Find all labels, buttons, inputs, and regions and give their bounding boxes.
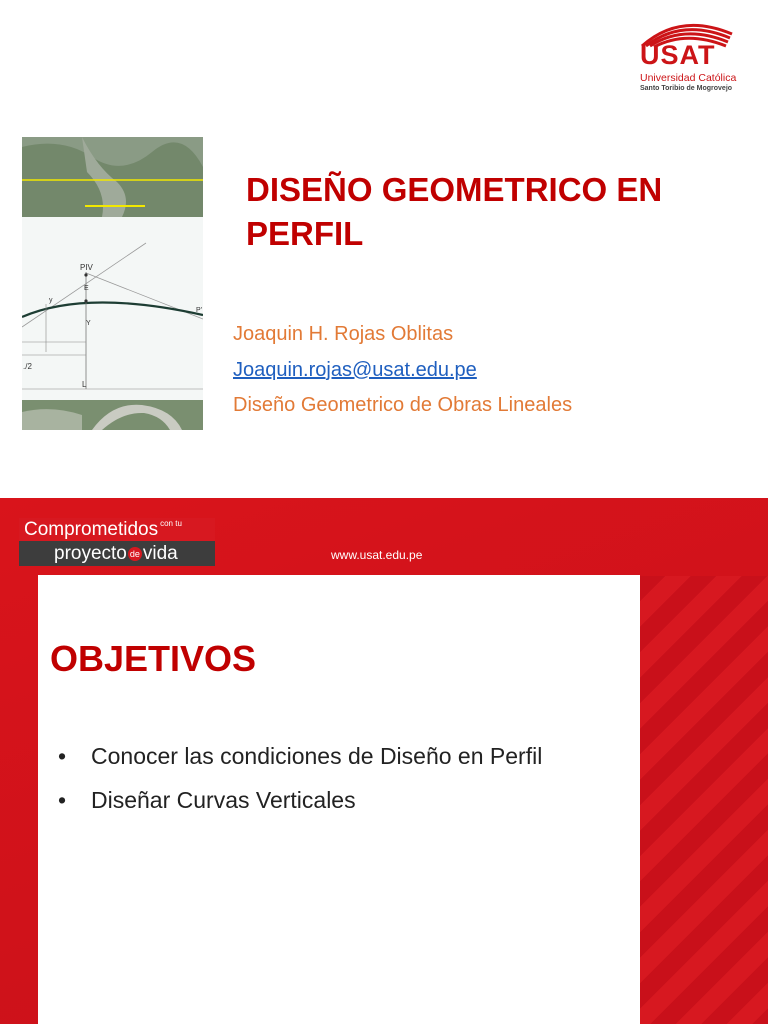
- label-p-prime: P': [196, 307, 203, 314]
- label-piv: PIV: [80, 263, 93, 272]
- objectives-slide: [0, 498, 768, 1024]
- label-y-big: Y: [86, 320, 91, 327]
- objectives-list: [58, 741, 542, 829]
- course-name: Diseño Geometrico de Obras Lineales: [233, 394, 573, 416]
- logo-wordmark: USAT: [640, 40, 716, 70]
- label-half-l: ./2: [23, 362, 32, 371]
- website-url: www.usat.edu.pe: [331, 548, 423, 562]
- slide-title: DISEÑO GEOMETRICO EN PERFIL: [246, 171, 663, 252]
- vertical-curve-image: [22, 137, 203, 430]
- decorative-stripes: [640, 576, 768, 1024]
- list-item: [58, 741, 542, 771]
- slogan-de-badge: de: [129, 549, 140, 559]
- usat-logo: [640, 18, 740, 98]
- slogan-proyecto: proyecto: [54, 543, 127, 564]
- slogan-con-tu: con tu: [160, 519, 182, 528]
- objectives-heading: OBJETIVOS: [50, 638, 257, 679]
- author-email-link[interactable]: Joaquin.rojas@usat.edu.pe: [233, 359, 477, 381]
- author-name: Joaquin H. Rojas Oblitas: [233, 323, 454, 345]
- bullet-icon: •: [58, 743, 67, 769]
- logo-university-name: Universidad Católica: [640, 72, 737, 84]
- logo-university-subname: Santo Toribio de Mogrovejo: [640, 85, 733, 92]
- list-item: [58, 785, 542, 815]
- slogan-comprometidos: Comprometidos: [24, 519, 159, 540]
- label-e: E: [84, 285, 89, 292]
- label-l: L: [82, 380, 87, 389]
- objective-text: Conocer las condiciones de Diseño en Perfil: [91, 743, 543, 769]
- slogan-line2: [19, 541, 215, 566]
- bullet-icon: •: [58, 787, 67, 813]
- slogan-vida: vida: [142, 543, 178, 564]
- slogan-line1: [19, 518, 215, 541]
- label-y-small: y: [49, 297, 53, 304]
- objective-text: Diseñar Curvas Verticales: [91, 787, 356, 813]
- slogan-badge: [19, 518, 215, 566]
- slide-content-panel: [38, 575, 640, 1024]
- title-slide: [0, 0, 768, 498]
